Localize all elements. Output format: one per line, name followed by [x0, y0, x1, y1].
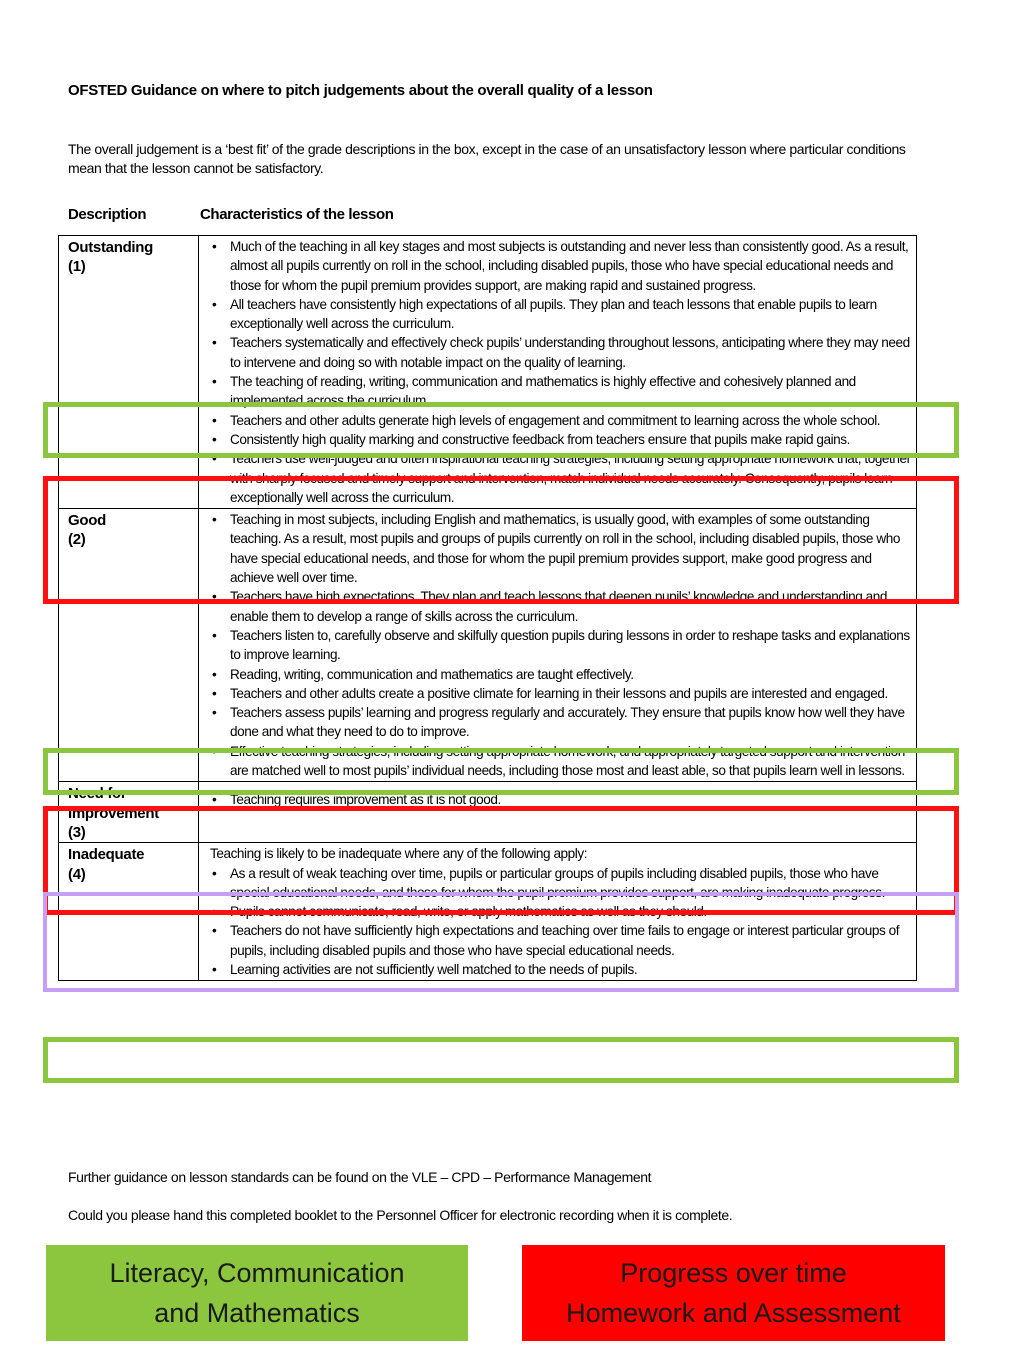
- list-item: • Teachers use well-judged and often inspirational teaching strategies, including setting appropriate homework that, together with sharply focused and timely support and intervention, match individual needs accurately. Consequently, pupils learn exceptionally well across the curriculum.: [205, 449, 912, 507]
- list-item: • Much of the teaching in all key stages and most subjects is outstanding and never less than consistently good. As a result, almost all pupils currently on roll in the school, including disabled pupils, those who have special educational needs and those for whom the pupil premium provides support, are making rapid and sustained progress.: [205, 237, 912, 295]
- legend-literacy: [46, 1245, 468, 1341]
- legend-progress-line2: Homework and Assessment: [566, 1298, 901, 1328]
- list-item: • Teachers assess pupils’ learning and progress regularly and accurately. They ensure that pupils know how well they have done and what they need to do to improve.: [205, 703, 912, 742]
- handin-footnote: Could you please hand this completed booklet to the Personnel Officer for electronic recording when it is complete.: [68, 1207, 733, 1223]
- column-header-description: Description: [68, 206, 147, 223]
- grade-row-outstanding: [59, 236, 917, 509]
- guidance-footnote: Further guidance on lesson standards can be found on the VLE – CPD – Performance Management: [68, 1169, 652, 1185]
- list-item: • Reading, writing, communication and mathematics are taught effectively.: [205, 665, 912, 684]
- literacy-highlight-outstanding: [43, 402, 959, 458]
- list-item: • Pupils cannot communicate, read, write, or apply mathematics as well as they should.: [205, 902, 912, 921]
- literacy-highlight-good: [43, 748, 959, 795]
- legend-progress-line1: Progress over time: [620, 1258, 847, 1288]
- improvement-highlight: [43, 892, 959, 992]
- list-item: • The teaching of reading, writing, communication and mathematics is highly effective and cohesively planned and implemented across the curriculum.: [205, 372, 912, 411]
- grade-label: Outstanding (1): [59, 236, 199, 509]
- list-item: • Teaching in most subjects, including English and mathematics, is usually good, with examples of some outstanding teaching. As a result, most pupils and groups of pupils currently on roll in the school, including disabled pupils, those who have special educational needs, and those for whom the pupil premium provides support, make good progress and achieve well over time.: [205, 510, 912, 587]
- grade-label: Good (2): [59, 509, 199, 782]
- list-item: • Teachers listen to, carefully observe and skilfully question pupils during lessons in order to reshape tasks and explanations to improve learning.: [205, 626, 912, 665]
- grade-label: Inadequate (4): [59, 843, 199, 981]
- grade-label: Need for Improvement (3): [59, 782, 199, 843]
- list-item: • Teachers have high expectations. They plan and teach lessons that deepen pupils’ knowledge and understanding and enable them to develop a range of skills across the curriculum.: [205, 587, 912, 626]
- grade-characteristics: [199, 236, 917, 509]
- column-header-characteristics: Characteristics of the lesson: [200, 206, 394, 223]
- list-item: • Teaching requires improvement as it is not good.: [205, 790, 912, 809]
- list-item: • Learning activities are not sufficiently well matched to the needs of pupils.: [205, 960, 912, 979]
- list-item: • As a result of weak teaching over time, pupils or particular groups of pupils including disabled pupils, those who have special educational needs, and those for whom the pupil premium provides support, are making inadequate progress.: [205, 864, 912, 903]
- list-item: • Teachers systematically and effectively check pupils’ understanding throughout lessons, anticipating where they may need to intervene and doing so with notable impact on the quality of learning.: [205, 333, 912, 372]
- list-item: • Effective teaching strategies, including setting appropriate homework, and appropriately targeted support and intervention are matched well to most pupils’ individual needs, including those most and least able, so that pupils learn well in lessons.: [205, 742, 912, 781]
- list-item: • Teachers and other adults generate high levels of engagement and commitment to learning across the whole school.: [205, 411, 912, 430]
- page-title: OFSTED Guidance on where to pitch judgements about the overall quality of a lesson: [68, 82, 653, 99]
- list-item: • Teachers do not have sufficiently high expectations and teaching over time fails to engage or interest particular groups of pupils, including disabled pupils and those who have special educational needs.: [205, 921, 912, 960]
- list-item: • Consistently high quality marking and constructive feedback from teachers ensure that pupils make rapid gains.: [205, 430, 912, 449]
- list-item: • Teachers and other adults create a positive climate for learning in their lessons and pupils are interested and engaged.: [205, 684, 912, 703]
- list-item: • All teachers have consistently high expectations of all pupils. They plan and teach lessons that enable pupils to learn exceptionally well across the curriculum.: [205, 295, 912, 334]
- legend-literacy-line1: Literacy, Communication: [109, 1258, 405, 1288]
- literacy-highlight-inadequate: [43, 1037, 959, 1083]
- legend-literacy-line2: and Mathematics: [154, 1298, 360, 1328]
- intro-paragraph: The overall judgement is a ‘best fit’ of the grade descriptions in the box, except in the case of an unsatisfactory lesson where particular conditions mean that the lesson cannot be satisfactory.: [68, 141, 906, 176]
- progress-highlight-outstanding: [43, 476, 959, 604]
- inadequate-lead-text: Teaching is likely to be inadequate where any of the following apply:: [210, 846, 588, 862]
- legend-progress: [522, 1245, 945, 1341]
